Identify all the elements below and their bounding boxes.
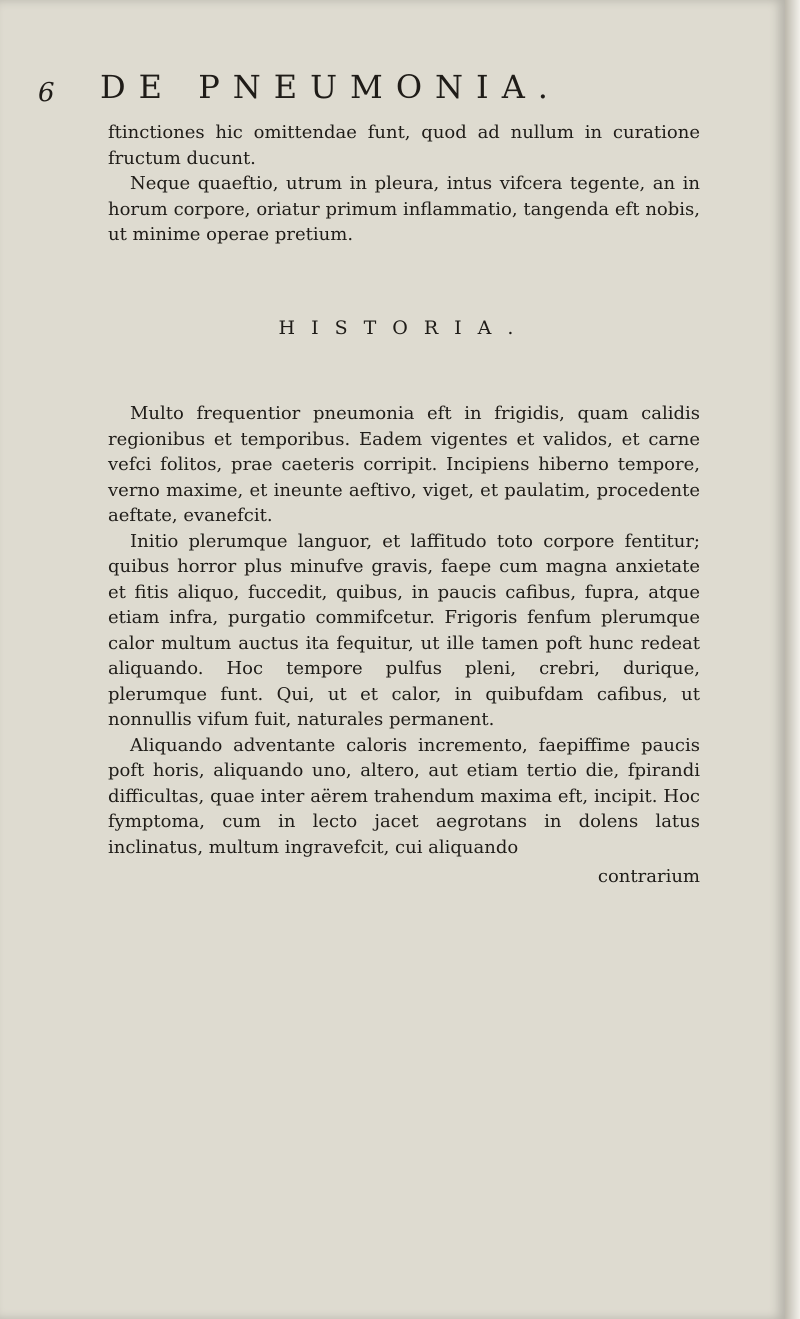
section-paragraph-1: Multo frequentior pneumonia eft in frigidis, quam calidis regionibus et temporibus. Eadem vigentes et validos, et carne vefci folitos, prae caeteris corripit. Incipiens hiberno tempore, verno maxime, et ineunte aeftivo, viget, et paulatim, procedente aeftate, evanefcit. xyxy=(108,403,700,526)
section-paragraph-2: Initio plerumque languor, et laffitudo toto corpore fentitur; quibus horror plus minufve gravis, faepe cum magna anxietate et fitis aliquo, fuccedit, quibus, in paucis cafibus, fupra, atque etiam infra, purgatio commifcetur. Frigoris fenfum plerumque calor multum auctus ita fequitur, ut ille tamen poft hunc redeat aliquando. Hoc tempore pulfus pleni, crebri, durique, plerumque funt. Qui, ut et calor, in quibufdam cafibus, ut nonnullis vifum fuit, naturales permanent. xyxy=(108,530,700,730)
catchword: contrarium xyxy=(597,866,700,887)
running-title: DE PNEUMONIA. xyxy=(100,68,561,106)
section-heading: HISTORIA. xyxy=(278,316,530,339)
intro-paragraph-1: ftinctiones hic omittendae funt, quod ad nullum in curatione fructum ducunt. xyxy=(108,122,700,169)
text-block xyxy=(108,120,700,890)
intro-paragraph-2: Neque quaeftio, utrum in pleura, intus vifcera tegente, an in horum corpore, oriatur primum inflammatio, tangenda eft nobis, ut minime operae pretium. xyxy=(108,173,700,245)
running-head xyxy=(38,68,658,108)
page-gutter xyxy=(785,0,800,1319)
section-paragraph-3: Aliquando adventante caloris incremento, faepiffime paucis poft horis, aliquando uno, altero, aut etiam tertio die, fpirandi difficultas, quae inter aërem trahendum maxima eft, incipit. Hoc fymptoma, cum in lecto jacet aegrotans in dolens latus inclinatus, multum ingravefcit, cui aliquando xyxy=(108,734,700,858)
page-number: 6 xyxy=(38,78,55,108)
